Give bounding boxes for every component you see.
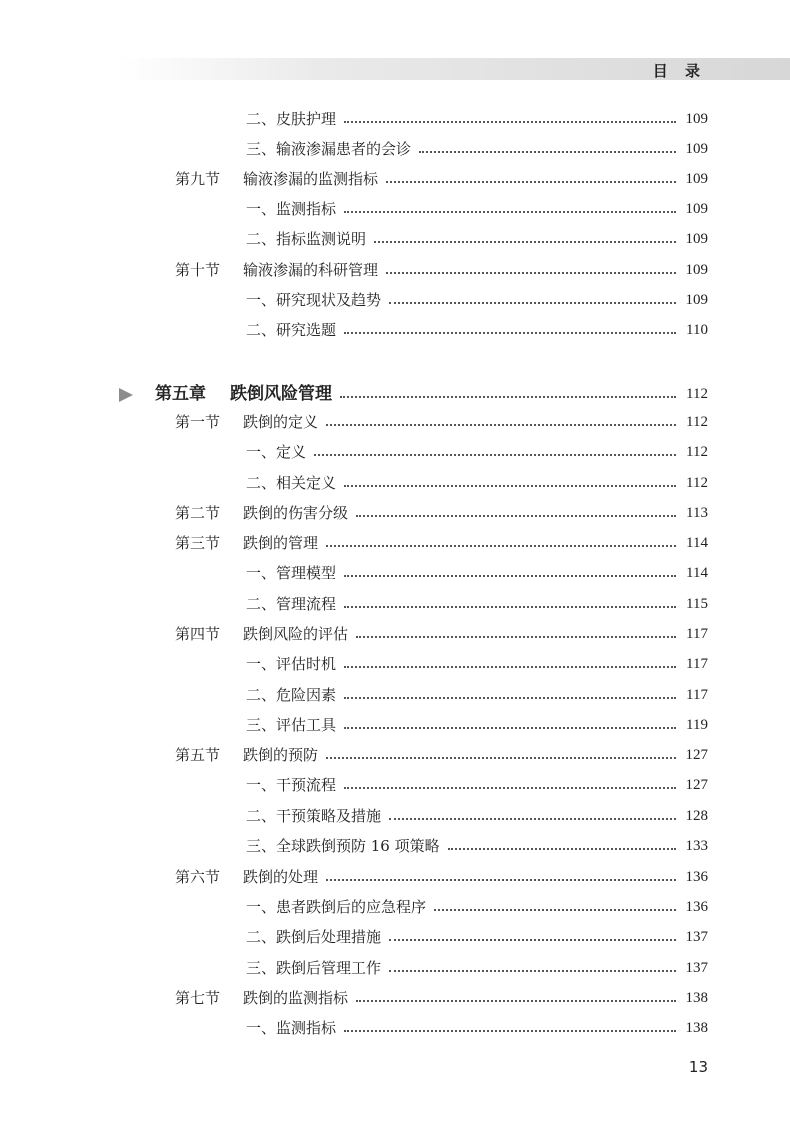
toc-title: 一、监测指标: [246, 1019, 337, 1037]
toc-title: 二、皮肤护理: [246, 110, 337, 128]
toc-title: 跌倒风险管理: [230, 384, 332, 404]
toc-page-number: 137: [685, 960, 708, 976]
dot-leader: [386, 257, 676, 283]
toc-chapter-row[interactable]: [0, 381, 790, 407]
toc-item-row[interactable]: [0, 924, 790, 950]
dot-leader: [434, 894, 676, 920]
toc-page-number: 112: [686, 386, 708, 402]
toc-page-number: 117: [686, 626, 708, 642]
toc-page-number: 112: [686, 414, 708, 430]
dot-leader: [344, 712, 676, 738]
toc-page-number: 110: [686, 322, 708, 338]
toc-page-number: 109: [685, 111, 708, 127]
dot-leader: [386, 166, 676, 192]
toc-page-number: 127: [685, 747, 708, 763]
dot-leader: [389, 287, 676, 313]
toc-section-row[interactable]: [0, 257, 790, 283]
toc-title: 二、相关定义: [246, 474, 337, 492]
dot-leader: [340, 381, 676, 407]
toc-item-row[interactable]: [0, 894, 790, 920]
dot-leader: [344, 196, 676, 222]
dot-leader: [326, 864, 676, 890]
toc-page-number: 109: [685, 231, 708, 247]
dot-leader: [374, 226, 676, 252]
toc-section-row[interactable]: [0, 864, 790, 890]
toc-item-row[interactable]: [0, 439, 790, 465]
toc-item-row[interactable]: [0, 712, 790, 738]
toc-title: 一、管理模型: [246, 564, 337, 582]
page-number: 13: [688, 1058, 708, 1076]
toc-page-number: 115: [686, 596, 708, 612]
toc-number: 第十节: [175, 261, 221, 279]
toc-item-row[interactable]: [0, 772, 790, 798]
toc-title: 跌倒的预防: [243, 746, 319, 764]
toc-page-number: 137: [685, 929, 708, 945]
toc-title: 一、研究现状及趋势: [246, 291, 382, 309]
toc-section-row[interactable]: [0, 166, 790, 192]
toc-number: 第三节: [175, 534, 221, 552]
toc-item-row[interactable]: [0, 833, 790, 859]
toc-title: 一、患者跌倒后的应急程序: [246, 898, 427, 916]
dot-leader: [344, 591, 676, 617]
dot-leader: [356, 500, 676, 526]
toc-number: 第五节: [175, 746, 221, 764]
toc-page-number: 112: [686, 444, 708, 460]
toc-number: 第七节: [175, 989, 221, 1007]
toc-title: 二、干预策略及措施: [246, 807, 382, 825]
dot-leader: [344, 651, 676, 677]
dot-leader: [389, 924, 676, 950]
toc-number: 第二节: [175, 504, 221, 522]
toc-page-number: 133: [685, 838, 708, 854]
dot-leader: [448, 833, 676, 859]
dot-leader: [344, 682, 676, 708]
toc-title: 输液渗漏的监测指标: [243, 170, 379, 188]
toc-section-row[interactable]: [0, 530, 790, 556]
dot-leader: [314, 439, 676, 465]
dot-leader: [389, 955, 676, 981]
toc-title: 三、评估工具: [246, 716, 337, 734]
toc-page-number: 119: [686, 717, 708, 733]
toc-number: 第九节: [175, 170, 221, 188]
toc-title: 三、输液渗漏患者的会诊: [246, 140, 412, 158]
toc-page-number: 127: [685, 777, 708, 793]
toc-page-number: 109: [685, 171, 708, 187]
toc-title: 三、全球跌倒预防 16 项策略: [246, 837, 440, 855]
toc-item-row[interactable]: [0, 955, 790, 981]
toc-title: 跌倒风险的评估: [243, 625, 349, 643]
toc-page-number: 112: [686, 475, 708, 491]
toc-item-row[interactable]: [0, 803, 790, 829]
toc-page-number: 117: [686, 687, 708, 703]
toc-section-row[interactable]: [0, 621, 790, 647]
toc-item-row[interactable]: [0, 682, 790, 708]
toc-title: 一、监测指标: [246, 200, 337, 218]
toc-page-number: 109: [685, 262, 708, 278]
toc-page-number: 117: [686, 656, 708, 672]
toc-page-number: 113: [686, 505, 708, 521]
toc-item-row[interactable]: [0, 470, 790, 496]
toc-title: 输液渗漏的科研管理: [243, 261, 379, 279]
dot-leader: [326, 409, 676, 435]
dot-leader: [326, 530, 676, 556]
toc-section-row[interactable]: [0, 742, 790, 768]
dot-leader: [344, 106, 676, 132]
toc-title: 二、跌倒后处理措施: [246, 928, 382, 946]
toc-title: 一、定义: [246, 443, 307, 461]
dot-leader: [419, 136, 676, 162]
toc-number: 第四节: [175, 625, 221, 643]
header-title: 目 录: [652, 62, 706, 80]
toc-page-number: 136: [685, 899, 708, 915]
dot-leader: [344, 470, 676, 496]
toc-item-row[interactable]: [0, 226, 790, 252]
toc-title: 三、跌倒后管理工作: [246, 959, 382, 977]
toc-page-number: 109: [685, 292, 708, 308]
toc-section-row[interactable]: [0, 500, 790, 526]
toc-title: 一、评估时机: [246, 655, 337, 673]
toc-title: 跌倒的处理: [243, 868, 319, 886]
toc-page-number: 128: [685, 808, 708, 824]
dot-leader: [356, 985, 676, 1011]
toc-item-row[interactable]: [0, 651, 790, 677]
dot-leader: [344, 772, 676, 798]
toc-page-number: 109: [685, 201, 708, 217]
toc-title: 二、管理流程: [246, 595, 337, 613]
dot-leader: [344, 560, 676, 586]
toc-title: 二、研究选题: [246, 321, 337, 339]
toc-page-number: 138: [685, 990, 708, 1006]
dot-leader: [344, 1015, 676, 1041]
dot-leader: [356, 621, 676, 647]
chapter-marker-icon: [119, 388, 133, 402]
dot-leader: [326, 742, 676, 768]
dot-leader: [344, 317, 676, 343]
toc-section-row[interactable]: [0, 985, 790, 1011]
dot-leader: [389, 803, 676, 829]
toc-item-row[interactable]: [0, 106, 790, 132]
toc-item-row[interactable]: [0, 317, 790, 343]
toc-title: 一、干预流程: [246, 776, 337, 794]
toc-item-row[interactable]: [0, 560, 790, 586]
toc-item-row[interactable]: [0, 1015, 790, 1041]
toc-item-row[interactable]: [0, 136, 790, 162]
toc-page-number: 114: [686, 535, 708, 551]
toc-title: 跌倒的伤害分级: [243, 504, 349, 522]
toc-number: 第五章: [155, 384, 206, 404]
toc-page-number: 109: [685, 141, 708, 157]
toc-title: 跌倒的管理: [243, 534, 319, 552]
toc-page-number: 138: [685, 1020, 708, 1036]
toc-number: 第一节: [175, 413, 221, 431]
toc-title: 跌倒的监测指标: [243, 989, 349, 1007]
toc-number: 第六节: [175, 868, 221, 886]
toc-title: 二、危险因素: [246, 686, 337, 704]
toc-item-row[interactable]: [0, 196, 790, 222]
toc-title: 二、指标监测说明: [246, 230, 367, 248]
toc-section-row[interactable]: [0, 409, 790, 435]
toc-title: 跌倒的定义: [243, 413, 319, 431]
toc-item-row[interactable]: [0, 591, 790, 617]
toc-page-number: 114: [686, 565, 708, 581]
toc-item-row[interactable]: [0, 287, 790, 313]
toc-page-number: 136: [685, 869, 708, 885]
